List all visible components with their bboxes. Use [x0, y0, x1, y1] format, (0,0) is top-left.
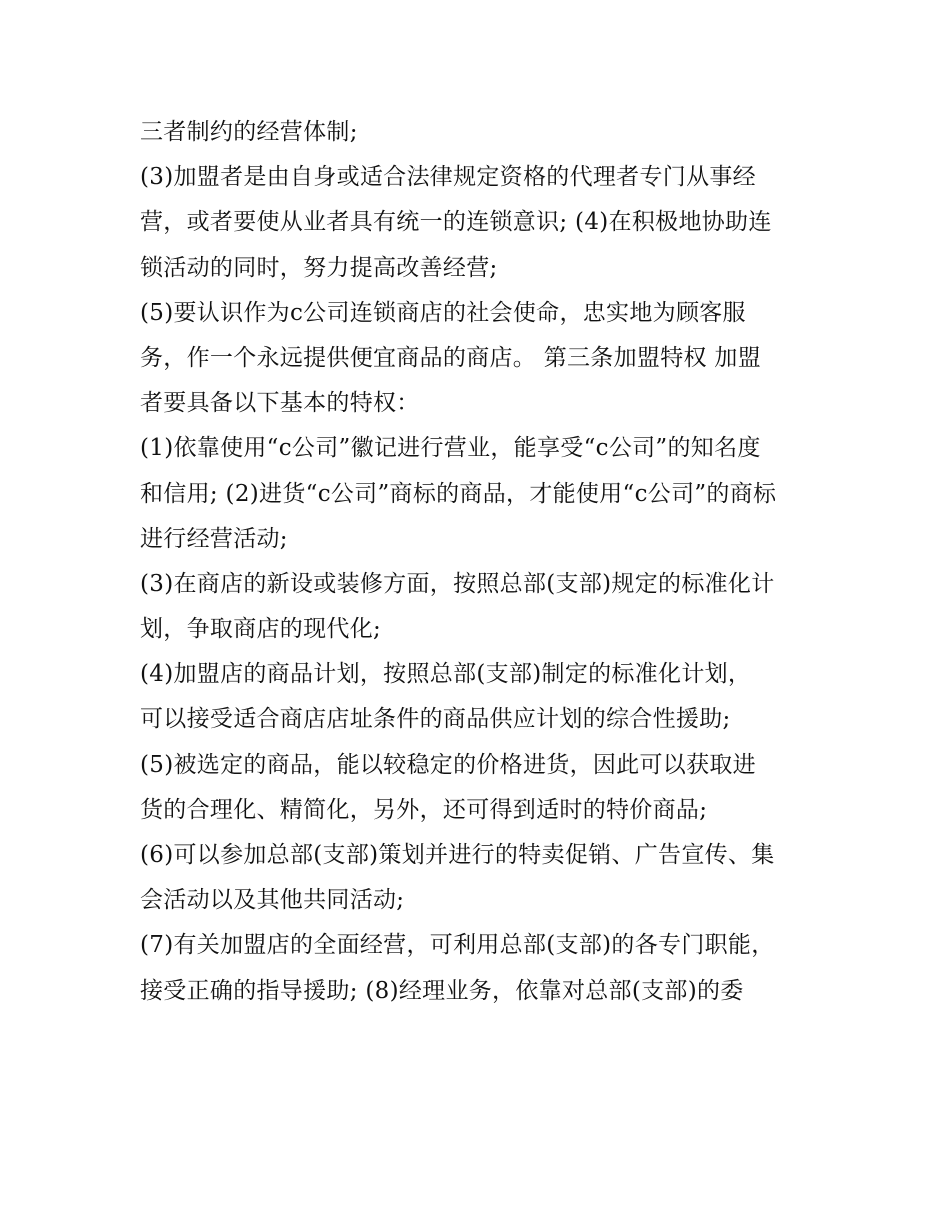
text-line: 务，作一个永远提供便宜商品的商店。 第三条加盟特权 加盟 [140, 344, 762, 371]
text-line: 营，或者要使从业者具有统一的连锁意识; (4)在积极地协助连 [140, 209, 772, 236]
text-line: 会活动以及其他共同活动; [140, 887, 405, 914]
text-line: (3)在商店的新设或装修方面，按照总部(支部)规定的标准化计 [140, 570, 775, 597]
text-line: (5)要认识作为c公司连锁商店的社会使命，忠实地为顾客服 [140, 299, 746, 326]
text-line: 划，争取商店的现代化; [140, 616, 382, 643]
text-line: 者要具备以下基本的特权： [140, 390, 420, 417]
text-line: 接受正确的指导援助; (8)经理业务，依靠对总部(支部)的委 [140, 977, 744, 1004]
text-line: (6)可以参加总部(支部)策划并进行的特卖促销、广告宣传、集 [140, 842, 775, 868]
text-line: (4)加盟店的商品计划，按照总部(支部)制定的标准化计划， [140, 661, 752, 688]
text-line: (1)依靠使用“c公司”徽记进行营业，能享受“c公司”的知名度 [140, 435, 761, 462]
text-line: (5)被选定的商品，能以较稳定的价格进货，因此可以获取进 [140, 751, 756, 778]
text-line: 进行经营活动; [140, 525, 288, 552]
document-body [140, 110, 830, 1014]
text-line: 可以接受适合商店店址条件的商品供应计划的综合性援助; [140, 706, 731, 733]
text-line: 和信用; (2)进货“c公司”商标的商品，才能使用“c公司”的商标 [140, 480, 777, 507]
text-line: (3)加盟者是由自身或适合法律规定资格的代理者专门从事经 [140, 164, 756, 191]
text-line: 货的合理化、精简化，另外，还可得到适时的特价商品; [140, 796, 708, 823]
text-line: 锁活动的同时，努力提高改善经营; [140, 254, 498, 281]
text-line: 三者制约的经营体制; [140, 119, 358, 145]
text-line: (7)有关加盟店的全面经营，可利用总部(支部)的各专门职能， [140, 932, 775, 959]
